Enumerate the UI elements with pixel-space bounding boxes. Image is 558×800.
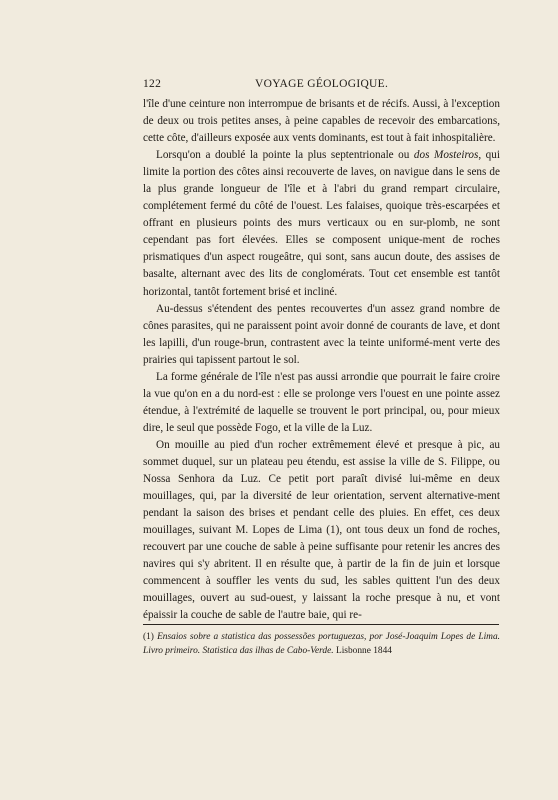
place-name-italic: dos Mosteiros	[413, 149, 479, 162]
running-head	[143, 78, 498, 94]
paragraph-2	[143, 147, 500, 300]
paragraph-2-text-before: Lorsqu'on a doublé la pointe la plus septentrionale ou	[156, 149, 414, 162]
footnote-citation: Ensaios sobre a statistica das possessões portuguezas, por José-Joaquim Lopes de Lima. Livro primeiro. Statistica das ilhas de Cabo-Verde.	[143, 632, 500, 656]
paragraph-5-text: On mouille au pied d'un rocher extrêmement élevé et presque à pic, au sommet duquel, sur un plateau peu étendu, est assise la ville de S. Filippe, ou Nossa Senhora da Luz. Ce petit port paraît divisé lui-même en deux mouillages, qui, par la diversité de leur orientation, servent alternative-ment pendant la saison des brises et pendant celle des pluies. En effet, ces deux mouillages, suivant M. Lopes de Lima (1), ont tous deux un fond de roches, recouvert par une couche de sable à peine suffisante pour retenir les ancres des navires qui s'y abritent. Il en résulte que, à partir de la fin de juin et lorsque commencent à souffler les vents du sud, les sables quittent l'un des deux mouillages, ouvert au sud-ouest, y laissant la roche presque à nu, et vont épaissir la couche de sable de l'autre baie, qui re-	[143, 438, 500, 622]
footnote-marker: (1)	[143, 632, 158, 642]
paragraph-1-text: l'île d'une ceinture non interrompue de brisants et de récifs. Aussi, à l'exception de deux ou trois petites anses, à peine capables de recevoir des embarcations, cette côte, d'ailleurs exposée aux vents dominants, est tout à fait inhospitalière.	[143, 98, 500, 145]
page-number: 122	[143, 78, 162, 90]
body-text	[143, 96, 500, 624]
paragraph-3-text: Au-dessus s'étendent des pentes recouvertes d'un assez grand nombre de cônes parasites, qui ne paraissent point avoir donné de courants de lave, et dont les lapilli, d'un rouge-brun, contrastent avec la teinte uniformé-ment verte des prairies qui tapissent partout le sol.	[143, 302, 500, 366]
paragraph-3	[143, 301, 500, 369]
paragraph-4	[143, 369, 500, 437]
footnote-place-date: Lisbonne 1844	[333, 646, 392, 656]
paragraph-4-text: La forme générale de l'île n'est pas aussi arrondie que pourrait le faire croire la vue qu'on en a du nord-est : elle se prolonge vers l'ouest en une pointe assez étendue, à l'extrémité de laquelle se trouvent le port principal, ou, pour mieux dire, le seul que possède Fogo, et la ville de la Luz.	[143, 370, 500, 434]
footnote-rule	[143, 624, 499, 625]
paragraph-5	[143, 437, 500, 625]
paragraph-1	[143, 96, 500, 147]
running-title: VOYAGE GÉOLOGIQUE.	[255, 78, 389, 90]
paragraph-2-text-after: , qui limite la portion des côtes ainsi recouverte de laves, on navigue dans le sens de la plus grande longueur de l'île et à l'abri du grand rempart circulaire, complétement fermé du côté de l'ouest. Les falaises, quoique très-escarpées et offrant en plusieurs points des murs verticaux ou en sur-plomb, ne sont cependant pas fort élevées. Elles se composent unique-ment de roches prismatiques d'un aspect rougeâtre, qui sont, sans aucun doute, des assises de basalte, alternant avec des lits de conglomérats. Tout cet ensemble est tantôt horizontal, tantôt fortement brisé et incliné.	[143, 149, 500, 298]
footnote	[143, 630, 500, 658]
